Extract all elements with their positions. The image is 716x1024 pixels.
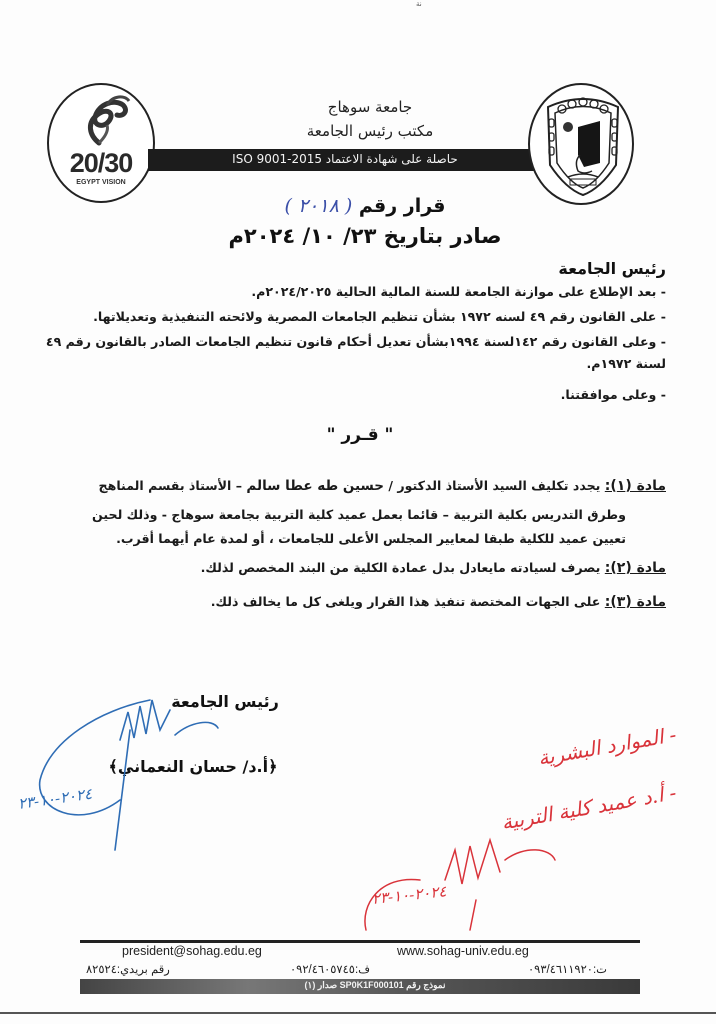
- decision-date-label: صادر بتاريخ: [383, 224, 502, 248]
- vision-2030-number: 20/30: [69, 148, 133, 178]
- decision-date-value: ٢٣/ ١٠/ ٢٠٢٤م: [228, 224, 377, 248]
- red-annotation-date: ٢٠٢٤-١٠-٢٣: [371, 882, 448, 908]
- office-name: مكتب رئيس الجامعة: [306, 122, 434, 140]
- form-code: نموذج رقم SP0K1F000101 صدار (١): [304, 980, 446, 990]
- article-text: – الأستاذ بقسم المناهج: [98, 478, 243, 493]
- article-label: مادة (٣):: [604, 594, 666, 610]
- red-signature-icon: [365, 840, 555, 930]
- article-1: [6, 475, 666, 497]
- decree-word: " قـرر ": [326, 425, 394, 445]
- decision-number-value: ( ٢٠١٨ ): [284, 195, 353, 217]
- article-label: مادة (٢):: [604, 560, 666, 576]
- decision-date: [150, 224, 580, 248]
- red-annotation-line: - الموارد البشرية: [536, 722, 679, 771]
- decision-number-label: قرار رقم: [358, 195, 446, 217]
- egypt-vision-2030-logo: [47, 83, 155, 203]
- preamble-item: - بعد الإطلاع على موازنة الجامعة للسنة المالية الحالية ٢٠٢٤/٢٠٢٥م.: [251, 284, 666, 299]
- footer-fax: ف:٠٩٢/٤٦٠٥٧٤٥: [290, 964, 371, 976]
- university-shield-icon: [530, 85, 634, 205]
- article-1-continuation: وطرق التدريس بكلية التربية – قائما بعمل عميد كلية التربية بجامعة سوهاج - وذلك لحين: [92, 507, 626, 522]
- article-text: يصرف لسيادته مايعادل بدل عمادة الكلية من البند المخصص لذلك.: [200, 560, 601, 575]
- signatory-name: ﴿أ.د/ حسان النعماني﴾: [108, 757, 278, 776]
- university-name: جامعة سوهاج: [327, 98, 413, 116]
- sohag-university-crest: [528, 83, 634, 205]
- vision-caption: EGYPT VISION: [76, 179, 126, 186]
- preamble-item: - وعلى موافقتنا.: [560, 387, 666, 402]
- footer-email[interactable]: president@sohag.edu.eg: [122, 944, 262, 958]
- top-margin-mark: نة: [416, 0, 422, 8]
- body-heading: رئيس الجامعة: [558, 259, 666, 278]
- footer-postal-code: رقم بريدي:٨٢٥٢٤: [86, 964, 170, 976]
- decision-number: [150, 195, 580, 217]
- footer-divider: [80, 940, 640, 943]
- vision-calligraphy-icon: [49, 85, 155, 155]
- page-bottom-edge: [0, 1012, 716, 1014]
- red-annotation-line: - أ.د عميد كلية التربية: [499, 780, 679, 835]
- article-1-continuation: تعيين عميد للكلية طبقا لمعايير المجلس الأعلى للجامعات ، أو لمدة عام أيهما أقرب.: [116, 531, 626, 546]
- iso-statement: حاصلة على شهادة الاعتماد ISO 9001-2015: [232, 152, 458, 166]
- signatory-title: رئيس الجامعة: [171, 692, 279, 711]
- blue-annotation-date: ٢٠٢٤-١٠-٢٣: [16, 784, 94, 813]
- article-3: [6, 591, 666, 613]
- article-text: على الجهات المختصة تنفيذ هذا القرار ويلغى كل ما يخالف ذلك.: [210, 594, 601, 609]
- article-label: مادة (١):: [604, 478, 666, 494]
- preamble-item: - وعلى القانون رقم ١٤٢لسنة ١٩٩٤بشأن تعديل أحكام قانون تنظيم الجامعات الصادر بالقانون رقم ٤٩ لسنة ١٩٧٢م.: [45, 334, 666, 371]
- preamble-item: - على القانون رقم ٤٩ لسنه ١٩٧٢ بشأن تنظيم الجامعات المصرية ولائحته التنفيذية وتعديلاتها.: [93, 309, 666, 324]
- appointee-name: حسين طه عطا سالم: [246, 478, 384, 494]
- article-text: يجدد تكليف السيد الأستاذ الدكتور /: [388, 478, 601, 493]
- footer-website[interactable]: www.sohag-univ.edu.eg: [397, 944, 529, 958]
- article-2: [6, 557, 666, 579]
- footer-telephone: ت:٠٩٣/٤٦١١٩٢٠: [528, 964, 607, 976]
